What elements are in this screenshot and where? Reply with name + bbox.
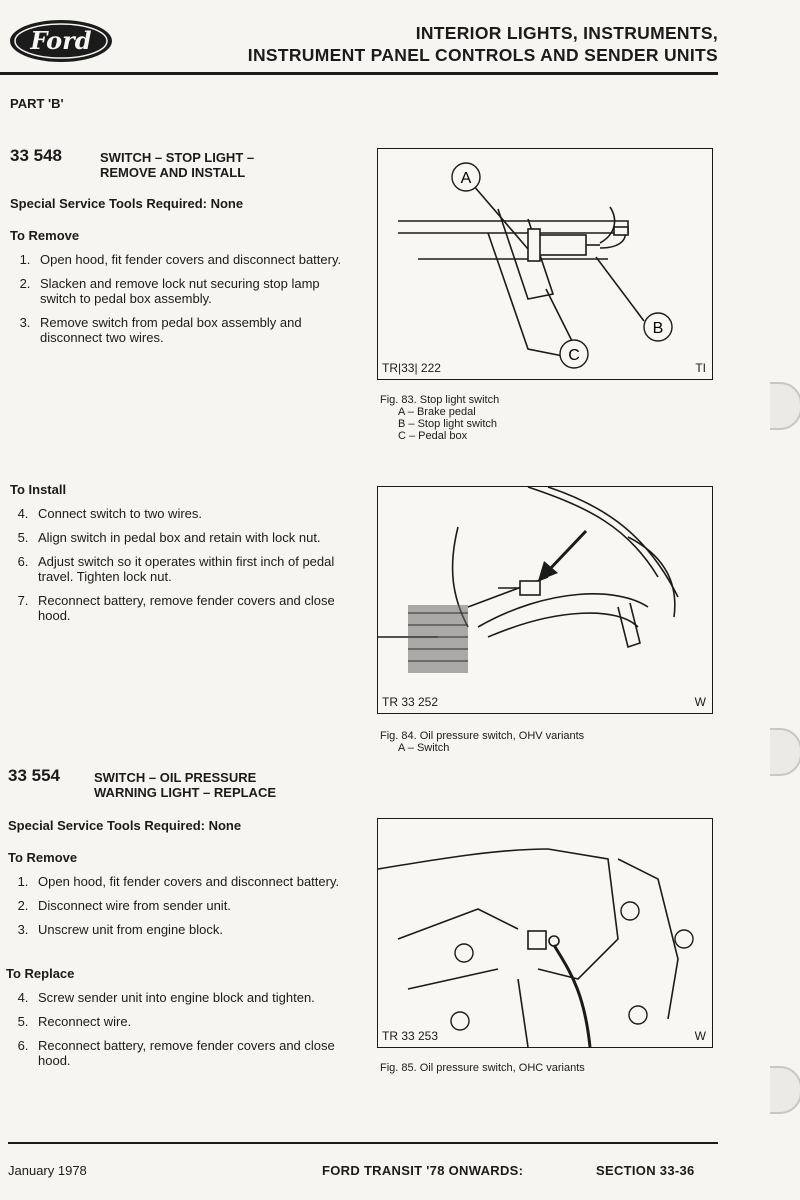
header-rule bbox=[0, 72, 718, 75]
footer-section: SECTION 33-36 bbox=[596, 1163, 695, 1178]
section-548-remove-heading: To Remove bbox=[10, 228, 80, 243]
footer-rule bbox=[8, 1142, 718, 1144]
step: 3. Remove switch from pedal box assembly and disconnect two wires. bbox=[19, 315, 302, 345]
section-548-remove-steps bbox=[10, 252, 348, 354]
figure-83-mark: TI bbox=[695, 361, 706, 375]
binder-hole bbox=[770, 728, 800, 776]
section-554-remove-heading: To Remove bbox=[8, 850, 78, 865]
step: 6. Adjust switch so it operates within first inch of pedal travel. Tighten lock nut. bbox=[17, 554, 335, 584]
section-548-number: 33 548 bbox=[10, 146, 62, 165]
figure-85-caption: Fig. 85. Oil pressure switch, OHC variants bbox=[380, 1062, 585, 1074]
step: 1. Open hood, fit fender covers and disconnect battery. bbox=[17, 874, 340, 889]
step: 4. Connect switch to two wires. bbox=[17, 506, 203, 521]
figure-83-stop-light-switch bbox=[377, 148, 713, 380]
figure-83-ref: TR|33| 222 bbox=[382, 361, 441, 375]
step: 4. Screw sender unit into engine block and tighten. bbox=[17, 990, 315, 1005]
section-554-number: 33 554 bbox=[8, 766, 60, 785]
figure-84-oil-pressure-ohv bbox=[377, 486, 713, 714]
page-header-title bbox=[248, 22, 718, 66]
footer-publication: FORD TRANSIT '78 ONWARDS: bbox=[322, 1163, 524, 1178]
figure-84-mark: W bbox=[694, 695, 706, 709]
section-554-title: SWITCH – OIL PRESSURE WARNING LIGHT – REPLACE bbox=[94, 770, 277, 800]
step: 5. Align switch in pedal box and retain with lock nut. bbox=[17, 530, 321, 545]
ford-logo bbox=[8, 18, 114, 64]
step: 2. Disconnect wire from sender unit. bbox=[17, 898, 231, 913]
callout-c-label: C bbox=[568, 347, 580, 364]
svg-text:Ford: Ford bbox=[30, 26, 92, 55]
header-title-line2: INSTRUMENT PANEL CONTROLS AND SENDER UNITS bbox=[247, 45, 718, 65]
figure-84-ref: TR 33 252 bbox=[382, 695, 439, 709]
step: 6. Reconnect battery, remove fender covers and close hood. bbox=[17, 1038, 335, 1068]
figure-85-mark: W bbox=[694, 1029, 706, 1043]
binder-hole bbox=[770, 1066, 800, 1114]
step: 1. Open hood, fit fender covers and disconnect battery. bbox=[19, 252, 342, 267]
section-554-replace-heading: To Replace bbox=[6, 966, 75, 981]
part-label: PART 'B' bbox=[10, 96, 64, 111]
section-548-install-steps bbox=[8, 506, 348, 632]
step: 7. Reconnect battery, remove fender covers and close hood. bbox=[17, 593, 335, 623]
figure-85-ref: TR 33 253 bbox=[382, 1029, 439, 1043]
step: 5. Reconnect wire. bbox=[17, 1014, 132, 1029]
pointer-arrow-icon bbox=[538, 531, 586, 581]
figure-84-caption: Fig. 84. Oil pressure switch, OHV variants A – Switch bbox=[380, 730, 585, 754]
binder-hole bbox=[770, 382, 800, 430]
oil-pressure-ohc-illustration bbox=[378, 819, 712, 1047]
section-554-tools: Special Service Tools Required: None bbox=[8, 818, 242, 833]
header-title-line1: INTERIOR LIGHTS, INSTRUMENTS, bbox=[415, 23, 718, 43]
callout-b-label: B bbox=[652, 320, 664, 337]
section-554-replace-steps bbox=[8, 990, 344, 1077]
step: 3. Unscrew unit from engine block. bbox=[17, 922, 223, 937]
figure-85-oil-pressure-ohc bbox=[377, 818, 713, 1048]
figure-83-caption: Fig. 83. Stop light switch A – Brake pedal B – Stop light switch C – Pedal box bbox=[380, 394, 500, 442]
section-548-tools: Special Service Tools Required: None bbox=[10, 196, 244, 211]
oil-pressure-ohv-illustration bbox=[378, 487, 712, 713]
section-554-remove-steps bbox=[8, 874, 344, 946]
section-548-title: SWITCH – STOP LIGHT – REMOVE AND INSTALL bbox=[100, 150, 255, 180]
stop-light-switch-illustration bbox=[378, 149, 712, 379]
section-548-install-heading: To Install bbox=[10, 482, 67, 497]
footer-date: January 1978 bbox=[8, 1163, 87, 1178]
step: 2. Slacken and remove lock nut securing stop lamp switch to pedal box assembly. bbox=[19, 276, 320, 306]
callout-a-label: A bbox=[460, 170, 472, 187]
bolt-heads bbox=[451, 902, 693, 1030]
